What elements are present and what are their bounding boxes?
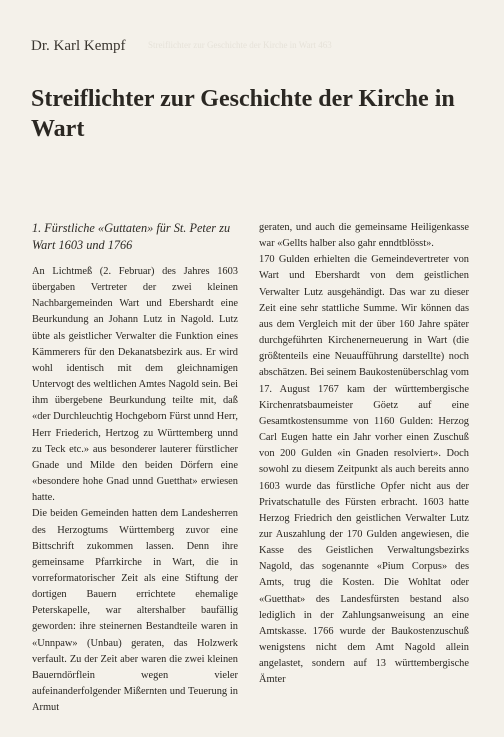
paragraph: geraten, und auch die gemeinsame Heiligenkasse war «Gellts halber also gahr enndtblösst». [259, 222, 469, 250]
article-title: Streiflichter zur Geschichte der Kirche in Wart [31, 86, 455, 142]
right-column [259, 220, 469, 689]
author-name: Dr. Karl Kempf [31, 38, 126, 54]
paragraph: Die beiden Gemeinden hatten dem Landesherren des Herzogtums Württemberg zuvor eine Bittschrift zukommen lassen. Denn ihre gemeinsame Pfarrkirche in Wart, die in vorreformatorischer Zeit als eine Stiftung der dortigen Bauern errichtete ehemalige Peterskapelle, war altershalber baufällig geworden: ihre steinernen Bestandteile waren in «Unnpaw» (Unbau) geraten, das Holzwerk verfault. Zu der Zeit aber waren die zwei kleinen Bauerndörflein wegen vieler aufeinanderfolgender Mißernten und Teuerung in Armut [32, 508, 238, 714]
running-head: Streiflichter zur Geschichte der Kirche in Wart 463 [148, 40, 332, 50]
section-heading: 1. Fürstliche «Guttaten» für St. Peter zu Wart 1603 und 1766 [32, 221, 231, 252]
paragraph: 170 Gulden erhielten die Gemeindevertreter von Wart und Ebershardt von dem geistlichen Verwalter Lutz ausgehändigt. Das war zu dieser Zeit eine sehr stattliche Summe. Wir können das aus dem Vergleich mit der über 160 Jahre später durchgeführten Kirchenerneuerung in Wart (die größtenteils eine Neuaufführung darstellte) noch abschätzen. Bei seinem Baukostenüberschlag vom 17. August 1767 kam der württembergische Kirchenratsbaumeister Göetz auf eine Gesamtkostensumme von 1160 Gulden: Herzog Carl Eugen hatte ein Jahr vorher einen Zuschuß von 200 Gulden «in Gnaden resolviert». Doch sowohl zu diesem Zeitpunkt als auch bereits anno 1603 wurde das fürstliche Opfer nicht aus der Privatschatulle des Fürsten erbracht. 1603 hatte Herzog Friedrich den geistlichen Verwalter Lutz zur Auszahlung der 170 Gulden angewiesen, die Kasse des Geistlichen Verwaltungsbezirks Nagold, das sogenannte «Pium Corpus» des Amts, trug die Kosten. Die Wohltat oder «Guetthat» des Landesfürsten bestand also lediglich in der Zahlungsanweisung an eine Amtskasse. 1766 wurde der Baukostenzuschuß wenigstens nicht dem Amt Nagold allein angelastet, sondern auf 13 württembergische Ämter [259, 254, 469, 686]
left-column [32, 220, 238, 716]
paragraph: An Lichtmeß (2. Februar) des Jahres 1603 übergaben Vertreter der zwei kleinen Nachbargemeinden Wart und Ebershardt eine Beurkundung an Johann Lutz in Nagold. Lutz übte als geistlicher Verwalter die Funktion eines Kämmerers für den Dekanatsbezirk aus. Er wird wohl identisch mit dem gleichnamigen Untervogt des weltlichen Amtes Nagold sein. Bei ihm übergebene Beurkundung teilte mit, daß «der Durchleuchtig Hochgeborn Fürst unnd Herr, Herr Friederich, Hertzog zu Württemberg unnd zu Teck etc.» aus besonderer lauterer fürstlicher Gnade und Milde den beiden Dörfern eine «besondere hohe Gnad unnd Guetthat» erwiesen hatte. [32, 266, 238, 504]
